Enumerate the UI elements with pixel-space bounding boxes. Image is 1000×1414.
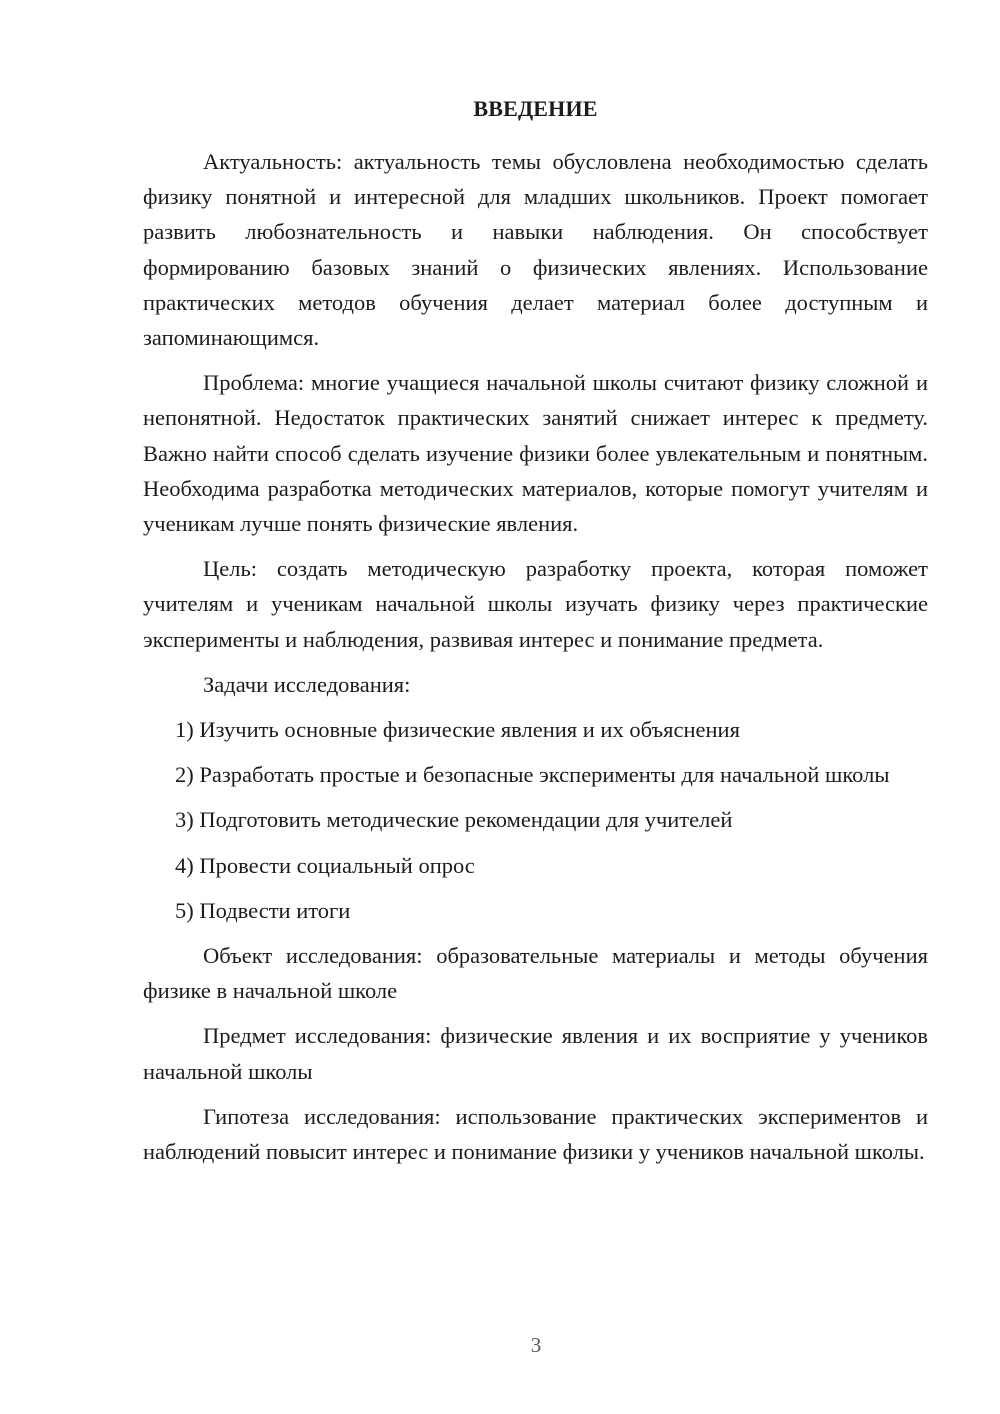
subject-paragraph: Предмет исследования: физические явления и их восприятие у учеников начальной школы xyxy=(143,1023,928,1084)
task-item: 4) Провести социальный опрос xyxy=(175,852,475,878)
relevance-paragraph: Актуальность: актуальность темы обусловлена необходимостью сделать физику понятной и интересной для младших школьников. Проект помогает развить любознательность и навыки наблюдения. Он способствует формированию базовых знаний о физических явлениях. Использование практических методов обучения делает материал более доступным и запоминающимся. xyxy=(143,149,928,351)
tasks-list xyxy=(143,712,928,928)
task-item: 3) Подготовить методические рекомендации для учителей xyxy=(175,807,733,833)
page-content xyxy=(143,92,928,1169)
page-number: 3 xyxy=(530,1333,542,1357)
goal-paragraph: Цель: создать методическую разработку проекта, которая поможет учителям и ученикам начальной школы изучать физику через практические эксперименты и наблюдения, развивая интерес и понимание предмета. xyxy=(143,556,928,652)
page-heading: ВВЕДЕНИЕ xyxy=(473,96,598,121)
tasks-title: Задачи исследования: xyxy=(203,671,411,697)
hypothesis-paragraph: Гипотеза исследования: использование практических экспериментов и наблюдений повысит интерес и понимание физики у учеников начальной школы. xyxy=(143,1103,928,1165)
object-paragraph: Объект исследования: образовательные материалы и методы обучения физике в начальной школе xyxy=(143,943,928,1004)
task-item: 2) Разработать простые и безопасные эксперименты для начальной школы xyxy=(175,762,890,788)
problem-paragraph: Проблема: многие учащиеся начальной школы считают физику сложной и непонятной. Недостаток практических занятий снижает интерес к предмету. Важно найти способ сделать изучение физики более увлекательным и понятным. Необходима разработка методических материалов, которые помогут учителям и ученикам лучше понять физические явления. xyxy=(143,370,928,537)
task-item: 1) Изучить основные физические явления и их объяснения xyxy=(175,717,740,743)
task-item: 5) Подвести итоги xyxy=(175,897,351,923)
